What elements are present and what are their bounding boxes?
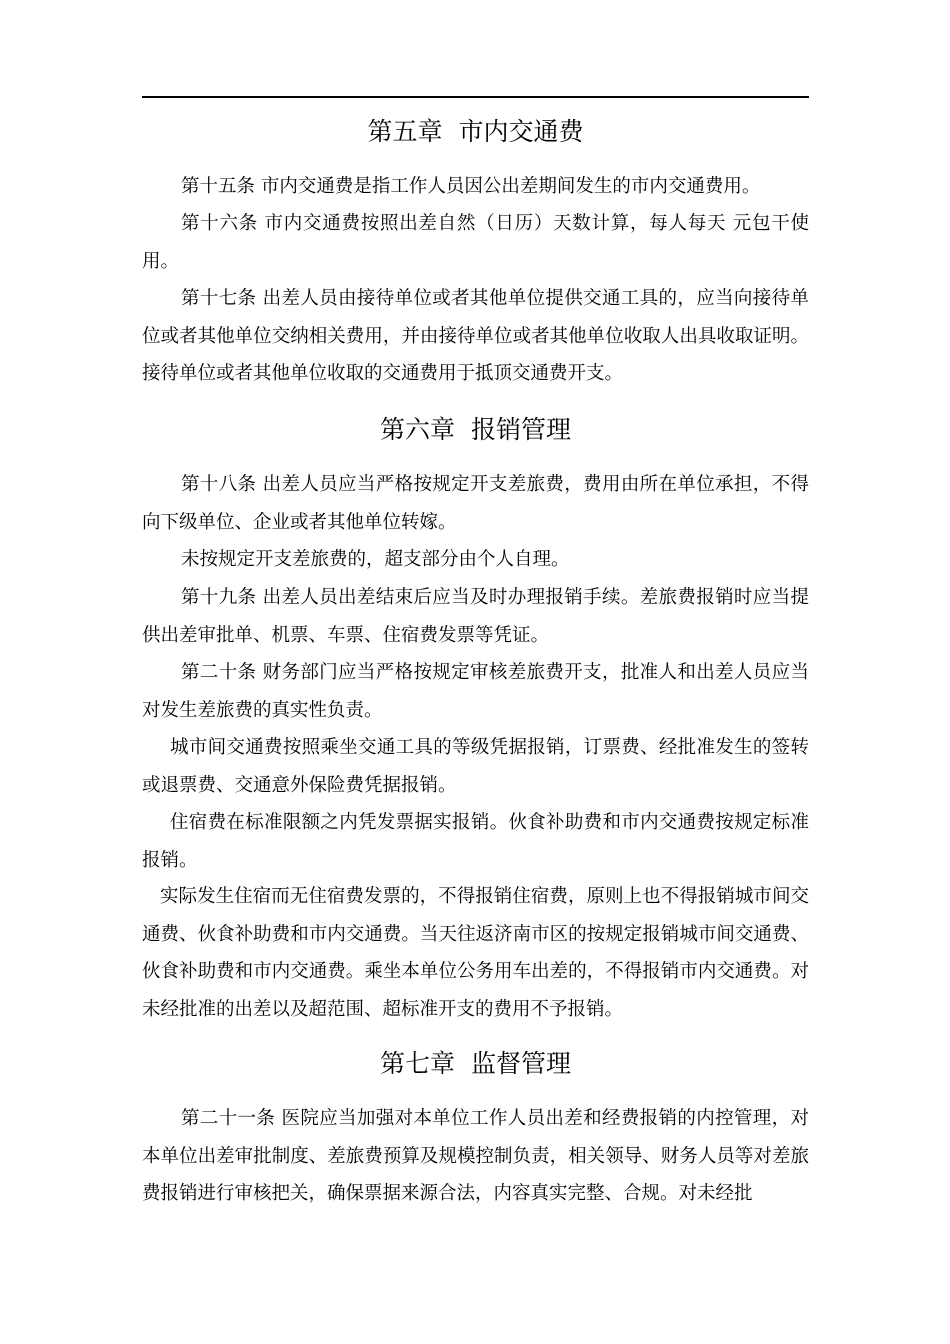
article-18-note: 未按规定开支差旅费的，超支部分由个人自理。 bbox=[181, 549, 570, 570]
article-17: 第十七条 出差人员由接待单位或者其他单位提供交通工具的，应当向接待单位或者其他单位交纳相关费用，并由接待单位或者其他单位收取人出具收取证明。接待单位或者其他单位收取的交通费用于抵顶交通费开支。 bbox=[142, 288, 809, 384]
article-15: 第十五条 市内交通费是指工作人员因公出差期间发生的市内交通费用。 bbox=[181, 176, 761, 197]
chapter-title-7: 第七章 监督管理 bbox=[380, 1049, 571, 1078]
accommodation-paragraph: 住宿费在标准限额之内凭发票据实报销。伙食补助费和市内交通费按规定标准报销。 bbox=[142, 812, 809, 871]
intercity-transport-paragraph: 城市间交通费按照乘坐交通工具的等级凭据报销，订票费、经批准发生的签转或退票费、交通意外保险费凭据报销。 bbox=[142, 737, 809, 796]
article-20: 第二十条 财务部门应当严格按规定审核差旅费开支，批准人和出差人员应当对发生差旅费的真实性负责。 bbox=[142, 662, 809, 721]
article-19: 第十九条 出差人员出差结束后应当及时办理报销手续。差旅费报销时应当提供出差审批单、机票、车票、住宿费发票等凭证。 bbox=[142, 587, 809, 646]
article-16: 第十六条 市内交通费按照出差自然（日历）天数计算，每人每天 元包干使用。 bbox=[142, 213, 809, 272]
no-invoice-paragraph: 实际发生住宿而无住宿费发票的，不得报销住宿费，原则上也不得报销城市间交通费、伙食补助费和市内交通费。当天往返济南市区的按规定报销城市间交通费、伙食补助费和市内交通费。乘坐本单位公务用车出差的，不得报销市内交通费。对未经批准的出差以及超范围、超标准开支的费用不予报销。 bbox=[142, 886, 809, 1020]
header-rule bbox=[142, 96, 809, 98]
article-18: 第十八条 出差人员应当严格按规定开支差旅费，费用由所在单位承担，不得向下级单位、企业或者其他单位转嫁。 bbox=[142, 474, 809, 533]
article-21: 第二十一条 医院应当加强对本单位工作人员出差和经费报销的内控管理，对本单位出差审批制度、差旅费预算及规模控制负责，相关领导、财务人员等对差旅费报销进行审核把关，确保票据来源合法，内容真实完整、合规。对未经批 bbox=[142, 1108, 809, 1204]
chapter-title-5: 第五章 市内交通费 bbox=[367, 117, 584, 146]
chapter-title-6: 第六章 报销管理 bbox=[380, 415, 571, 444]
